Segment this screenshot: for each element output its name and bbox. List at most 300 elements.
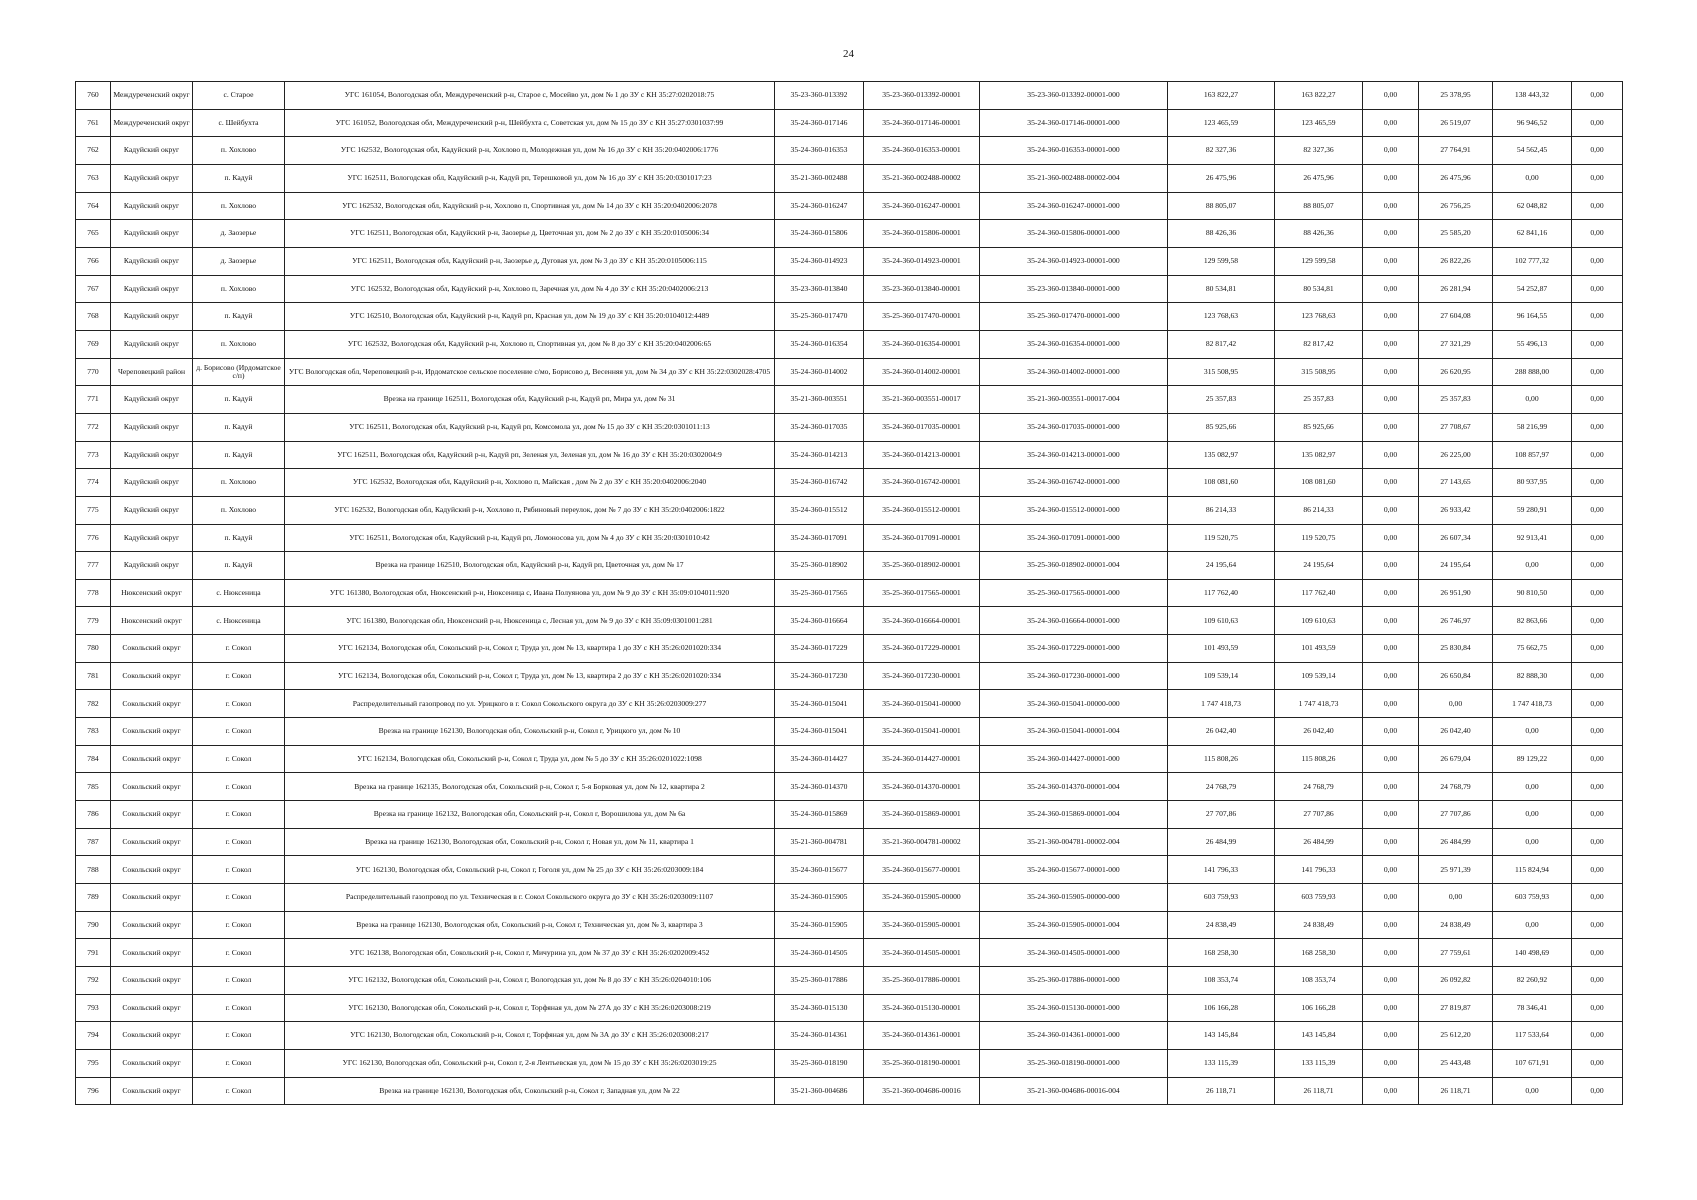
page-number: 24	[843, 48, 854, 60]
cell-cost-part-a: 0,00	[1363, 773, 1419, 801]
cell-cost-with-vat: 86 214,33	[1275, 496, 1363, 524]
cell-address: Врезка на границе 162130, Вологодская обл, Сокольский р-н, Сокол г, Техническая ул, дом № 3, квартира 3	[285, 911, 775, 939]
cell-total-cost: 86 214,33	[1168, 496, 1275, 524]
cell-cost-part-d: 0,00	[1572, 745, 1623, 773]
cell-municipality: Сокольский округ	[111, 939, 193, 967]
cell-municipality: Кадуйский округ	[111, 137, 193, 165]
cell-cost-with-vat: 25 357,83	[1275, 386, 1363, 414]
cell-cost-part-b: 26 519,07	[1419, 109, 1493, 137]
cell-address: УГС 162130, Вологодская обл, Сокольский р-н, Сокол г, Торфяная ул, дом № 27А до ЗУ с КН 35:26:0203008:219	[285, 994, 775, 1022]
cell-cost-part-b: 26 746,97	[1419, 607, 1493, 635]
cell-row-number: 760	[76, 82, 111, 110]
cell-object-code: 35-24-360-015905	[775, 884, 864, 912]
cell-cost-part-d: 0,00	[1572, 1077, 1623, 1105]
cell-cost-part-d: 0,00	[1572, 1022, 1623, 1050]
cell-cost-part-a: 0,00	[1363, 911, 1419, 939]
cell-cost-part-c: 89 129,22	[1493, 745, 1572, 773]
cell-row-number: 768	[76, 303, 111, 331]
cell-cost-part-a: 0,00	[1363, 801, 1419, 829]
cell-address: УГС 161380, Вологодская обл, Нюксенский р-н, Нюксеница с, Лесная ул, дом № 9 до ЗУ с КН 35:09:0301001:281	[285, 607, 775, 635]
cell-row-number: 783	[76, 718, 111, 746]
cell-cost-part-b: 26 042,40	[1419, 718, 1493, 746]
cell-cost-part-b: 25 378,95	[1419, 82, 1493, 110]
cell-element-code: 35-25-360-017565-00001-000	[980, 579, 1168, 607]
cell-row-number: 790	[76, 911, 111, 939]
cell-municipality: Сокольский округ	[111, 690, 193, 718]
cell-cost-part-a: 0,00	[1363, 635, 1419, 663]
cell-section-code: 35-24-360-016247-00001	[864, 192, 980, 220]
cell-object-code: 35-24-360-015905	[775, 911, 864, 939]
table-row	[76, 524, 1623, 552]
cell-element-code: 35-24-360-016742-00001-000	[980, 469, 1168, 497]
cell-section-code: 35-24-360-014361-00001	[864, 1022, 980, 1050]
cell-section-code: 35-24-360-017230-00001	[864, 662, 980, 690]
table-row	[76, 718, 1623, 746]
cell-cost-part-c: 80 937,95	[1493, 469, 1572, 497]
cell-row-number: 770	[76, 358, 111, 386]
cell-object-code: 35-24-360-016353	[775, 137, 864, 165]
cell-cost-part-c: 603 759,93	[1493, 884, 1572, 912]
cell-cost-part-a: 0,00	[1363, 496, 1419, 524]
cell-total-cost: 141 796,33	[1168, 856, 1275, 884]
cell-municipality: Междуреченский округ	[111, 109, 193, 137]
cell-element-code: 35-24-360-015677-00001-000	[980, 856, 1168, 884]
cell-municipality: Череповецкий район	[111, 358, 193, 386]
cell-municipality: Сокольский округ	[111, 1022, 193, 1050]
cell-municipality: Кадуйский округ	[111, 164, 193, 192]
cell-element-code: 35-21-360-002488-00002-004	[980, 164, 1168, 192]
table-row	[76, 192, 1623, 220]
table-row	[76, 607, 1623, 635]
cell-settlement: п. Хохлово	[193, 469, 285, 497]
cell-total-cost: 101 493,59	[1168, 635, 1275, 663]
cell-object-code: 35-24-360-014213	[775, 441, 864, 469]
table-row	[76, 164, 1623, 192]
cell-cost-part-c: 92 913,41	[1493, 524, 1572, 552]
cell-cost-with-vat: 115 808,26	[1275, 745, 1363, 773]
cell-cost-part-d: 0,00	[1572, 441, 1623, 469]
cell-cost-part-c: 0,00	[1493, 718, 1572, 746]
cell-cost-part-d: 0,00	[1572, 607, 1623, 635]
table-body	[76, 82, 1623, 1105]
cell-total-cost: 168 258,30	[1168, 939, 1275, 967]
table-row	[76, 939, 1623, 967]
table-row	[76, 137, 1623, 165]
cell-section-code: 35-24-360-016354-00001	[864, 330, 980, 358]
cell-municipality: Сокольский округ	[111, 884, 193, 912]
cell-cost-part-a: 0,00	[1363, 1049, 1419, 1077]
cell-total-cost: 1 747 418,73	[1168, 690, 1275, 718]
table-row	[76, 1022, 1623, 1050]
cell-object-code: 35-24-360-017091	[775, 524, 864, 552]
cell-cost-part-c: 75 662,75	[1493, 635, 1572, 663]
table-row	[76, 828, 1623, 856]
cell-address: УГС 162532, Вологодская обл, Кадуйский р-н, Хохлово п, Спортивная ул, дом № 14 до ЗУ с КН 35:20:0402006:2078	[285, 192, 775, 220]
cell-object-code: 35-24-360-016247	[775, 192, 864, 220]
cell-row-number: 789	[76, 884, 111, 912]
cell-cost-with-vat: 108 081,60	[1275, 469, 1363, 497]
cell-element-code: 35-24-360-014505-00001-000	[980, 939, 1168, 967]
cell-row-number: 787	[76, 828, 111, 856]
cell-cost-part-d: 0,00	[1572, 884, 1623, 912]
cell-element-code: 35-24-360-016353-00001-000	[980, 137, 1168, 165]
cell-cost-part-b: 25 585,20	[1419, 220, 1493, 248]
cell-cost-part-d: 0,00	[1572, 994, 1623, 1022]
cell-object-code: 35-24-360-014370	[775, 773, 864, 801]
cell-cost-part-a: 0,00	[1363, 1022, 1419, 1050]
cell-address: Врезка на границе 162135, Вологодская обл, Сокольский р-н, Сокол г, 5-я Борковая ул, дом № 12, квартира 2	[285, 773, 775, 801]
cell-cost-part-c: 107 671,91	[1493, 1049, 1572, 1077]
cell-municipality: Кадуйский округ	[111, 552, 193, 580]
cell-cost-part-b: 27 143,65	[1419, 469, 1493, 497]
cell-element-code: 35-24-360-017091-00001-000	[980, 524, 1168, 552]
cell-address: УГС 161054, Вологодская обл, Междуреченский р-н, Старое с, Мосейво ул, дом № 1 до ЗУ с КН 35:27:0202018:75	[285, 82, 775, 110]
cell-section-code: 35-24-360-017229-00001	[864, 635, 980, 663]
cell-cost-part-a: 0,00	[1363, 690, 1419, 718]
cell-address: УГС 162511, Вологодская обл, Кадуйский р-н, Заозерье д, Цветочная ул, дом № 2 до ЗУ с КН 35:20:0105006:34	[285, 220, 775, 248]
table-row	[76, 469, 1623, 497]
cell-cost-part-b: 27 707,86	[1419, 801, 1493, 829]
table-row	[76, 967, 1623, 995]
cell-section-code: 35-25-360-017565-00001	[864, 579, 980, 607]
cell-cost-part-b: 26 951,90	[1419, 579, 1493, 607]
cell-row-number: 792	[76, 967, 111, 995]
cell-total-cost: 24 768,79	[1168, 773, 1275, 801]
cell-cost-part-d: 0,00	[1572, 413, 1623, 441]
cell-cost-part-b: 26 620,95	[1419, 358, 1493, 386]
cell-address: УГС 162511, Вологодская обл, Кадуйский р-н, Кадуй рп, Терешковой ул, дом № 16 до ЗУ с КН 35:20:0301017:23	[285, 164, 775, 192]
cell-total-cost: 26 042,40	[1168, 718, 1275, 746]
cell-total-cost: 108 081,60	[1168, 469, 1275, 497]
cell-municipality: Кадуйский округ	[111, 275, 193, 303]
cell-municipality: Кадуйский округ	[111, 441, 193, 469]
cell-section-code: 35-24-360-016353-00001	[864, 137, 980, 165]
cell-address: Распределительный газопровод по ул. Урицкого в г. Сокол Сокольского округа до ЗУ с КН 35:26:0203009:277	[285, 690, 775, 718]
cell-cost-part-b: 27 764,91	[1419, 137, 1493, 165]
cell-cost-part-b: 25 357,83	[1419, 386, 1493, 414]
cell-cost-part-b: 26 756,25	[1419, 192, 1493, 220]
cell-municipality: Сокольский округ	[111, 994, 193, 1022]
cell-row-number: 777	[76, 552, 111, 580]
cell-cost-with-vat: 80 534,81	[1275, 275, 1363, 303]
table-row	[76, 856, 1623, 884]
cell-section-code: 35-24-360-017146-00001	[864, 109, 980, 137]
cell-cost-part-c: 1 747 418,73	[1493, 690, 1572, 718]
cell-section-code: 35-24-360-014427-00001	[864, 745, 980, 773]
cell-cost-part-b: 26 933,42	[1419, 496, 1493, 524]
cell-cost-part-c: 82 888,30	[1493, 662, 1572, 690]
cell-municipality: Кадуйский округ	[111, 220, 193, 248]
cell-settlement: с. Старое	[193, 82, 285, 110]
cell-cost-with-vat: 82 327,36	[1275, 137, 1363, 165]
cell-row-number: 774	[76, 469, 111, 497]
cell-cost-with-vat: 123 768,63	[1275, 303, 1363, 331]
cell-address: УГС 162134, Вологодская обл, Сокольский р-н, Сокол г, Труда ул, дом № 13, квартира 1 до ЗУ с КН 35:26:0201020:334	[285, 635, 775, 663]
cell-total-cost: 315 508,95	[1168, 358, 1275, 386]
cell-settlement: г. Сокол	[193, 718, 285, 746]
cell-cost-part-c: 54 562,45	[1493, 137, 1572, 165]
cell-settlement: д. Заозерье	[193, 247, 285, 275]
cell-total-cost: 143 145,84	[1168, 1022, 1275, 1050]
cell-address: УГС 162532, Вологодская обл, Кадуйский р-н, Хохлово п, Молодежная ул, дом № 16 до ЗУ с КН 35:20:0402006:1776	[285, 137, 775, 165]
cell-element-code: 35-24-360-014427-00001-000	[980, 745, 1168, 773]
cell-settlement: г. Сокол	[193, 662, 285, 690]
cell-total-cost: 85 925,66	[1168, 413, 1275, 441]
cell-object-code: 35-25-360-017470	[775, 303, 864, 331]
cell-cost-part-a: 0,00	[1363, 524, 1419, 552]
cell-object-code: 35-24-360-014505	[775, 939, 864, 967]
cell-cost-part-a: 0,00	[1363, 607, 1419, 635]
cell-cost-part-a: 0,00	[1363, 330, 1419, 358]
cell-section-code: 35-24-360-015041-00000	[864, 690, 980, 718]
cell-cost-part-a: 0,00	[1363, 164, 1419, 192]
cell-cost-part-a: 0,00	[1363, 1077, 1419, 1105]
cell-municipality: Сокольский округ	[111, 635, 193, 663]
cell-element-code: 35-24-360-014370-00001-004	[980, 773, 1168, 801]
cell-cost-part-b: 26 475,96	[1419, 164, 1493, 192]
cell-element-code: 35-23-360-013392-00001-000	[980, 82, 1168, 110]
cell-cost-with-vat: 168 258,30	[1275, 939, 1363, 967]
cell-section-code: 35-24-360-017035-00001	[864, 413, 980, 441]
registry-table	[75, 81, 1623, 1105]
cell-object-code: 35-24-360-017229	[775, 635, 864, 663]
cell-cost-part-d: 0,00	[1572, 82, 1623, 110]
cell-cost-part-c: 0,00	[1493, 386, 1572, 414]
cell-total-cost: 163 822,27	[1168, 82, 1275, 110]
cell-cost-part-d: 0,00	[1572, 220, 1623, 248]
cell-total-cost: 88 805,07	[1168, 192, 1275, 220]
cell-cost-part-c: 54 252,87	[1493, 275, 1572, 303]
cell-cost-part-d: 0,00	[1572, 690, 1623, 718]
cell-total-cost: 106 166,28	[1168, 994, 1275, 1022]
cell-cost-part-b: 25 830,84	[1419, 635, 1493, 663]
table-row	[76, 662, 1623, 690]
cell-object-code: 35-25-360-017886	[775, 967, 864, 995]
cell-cost-with-vat: 24 838,49	[1275, 911, 1363, 939]
cell-address: Врезка на границе 162130, Вологодская обл, Сокольский р-н, Сокол г, Новая ул, дом № 11, квартира 1	[285, 828, 775, 856]
cell-settlement: п. Кадуй	[193, 552, 285, 580]
cell-cost-with-vat: 119 520,75	[1275, 524, 1363, 552]
cell-cost-part-d: 0,00	[1572, 579, 1623, 607]
cell-address: УГС 162134, Вологодская обл, Сокольский р-н, Сокол г, Труда ул, дом № 5 до ЗУ с КН 35:26:0201022:1098	[285, 745, 775, 773]
cell-municipality: Сокольский округ	[111, 911, 193, 939]
cell-row-number: 766	[76, 247, 111, 275]
cell-settlement: п. Хохлово	[193, 137, 285, 165]
cell-municipality: Кадуйский округ	[111, 330, 193, 358]
cell-object-code: 35-24-360-015869	[775, 801, 864, 829]
cell-cost-with-vat: 24 195,64	[1275, 552, 1363, 580]
cell-section-code: 35-24-360-017091-00001	[864, 524, 980, 552]
cell-cost-part-b: 26 092,82	[1419, 967, 1493, 995]
cell-cost-part-a: 0,00	[1363, 662, 1419, 690]
cell-row-number: 769	[76, 330, 111, 358]
cell-row-number: 784	[76, 745, 111, 773]
cell-object-code: 35-24-360-017146	[775, 109, 864, 137]
cell-cost-part-a: 0,00	[1363, 579, 1419, 607]
cell-total-cost: 82 817,42	[1168, 330, 1275, 358]
cell-row-number: 788	[76, 856, 111, 884]
cell-cost-part-d: 0,00	[1572, 469, 1623, 497]
cell-section-code: 35-24-360-015512-00001	[864, 496, 980, 524]
cell-municipality: Междуреченский округ	[111, 82, 193, 110]
cell-cost-with-vat: 603 759,93	[1275, 884, 1363, 912]
cell-cost-part-b: 25 971,39	[1419, 856, 1493, 884]
cell-address: УГС 162130, Вологодская обл, Сокольский р-н, Сокол г, Гоголя ул, дом № 25 до ЗУ с КН 35:26:0203009:184	[285, 856, 775, 884]
cell-object-code: 35-21-360-002488	[775, 164, 864, 192]
cell-cost-part-d: 0,00	[1572, 496, 1623, 524]
cell-section-code: 35-24-360-015869-00001	[864, 801, 980, 829]
cell-element-code: 35-21-360-004781-00002-004	[980, 828, 1168, 856]
table-row	[76, 690, 1623, 718]
cell-address: УГС Вологодская обл, Череповецкий р-н, Ирдоматское сельское поселение с/мо, Борисово д, Весенняя ул, дом № 34 до ЗУ с КН 35:22:0302028:4705	[285, 358, 775, 386]
table-row	[76, 109, 1623, 137]
cell-settlement: п. Хохлово	[193, 496, 285, 524]
cell-cost-part-b: 27 819,87	[1419, 994, 1493, 1022]
cell-row-number: 772	[76, 413, 111, 441]
cell-object-code: 35-24-360-015677	[775, 856, 864, 884]
cell-element-code: 35-24-360-015905-00000-000	[980, 884, 1168, 912]
cell-row-number: 781	[76, 662, 111, 690]
cell-cost-part-c: 90 810,50	[1493, 579, 1572, 607]
cell-settlement: г. Сокол	[193, 828, 285, 856]
cell-settlement: г. Сокол	[193, 745, 285, 773]
cell-address: УГС 161380, Вологодская обл, Нюксенский р-н, Нюксеница с, Ивана Полуянова ул, дом № 9 до ЗУ с КН 35:09:0104011:920	[285, 579, 775, 607]
cell-cost-with-vat: 109 610,63	[1275, 607, 1363, 635]
cell-address: УГС 162511, Вологодская обл, Кадуйский р-н, Кадуй рп, Комсомола ул, дом № 15 до ЗУ с КН 35:20:0301011:13	[285, 413, 775, 441]
cell-element-code: 35-24-360-015806-00001-000	[980, 220, 1168, 248]
cell-cost-part-b: 26 607,34	[1419, 524, 1493, 552]
cell-settlement: с. Шейбухта	[193, 109, 285, 137]
cell-cost-with-vat: 26 042,40	[1275, 718, 1363, 746]
cell-cost-part-a: 0,00	[1363, 303, 1419, 331]
cell-municipality: Сокольский округ	[111, 967, 193, 995]
cell-section-code: 35-24-360-014002-00001	[864, 358, 980, 386]
cell-address: Врезка на границе 162132, Вологодская обл, Сокольский р-н, Сокол г, Ворошилова ул, дом № 6а	[285, 801, 775, 829]
cell-cost-part-b: 0,00	[1419, 884, 1493, 912]
cell-total-cost: 26 118,71	[1168, 1077, 1275, 1105]
cell-cost-part-b: 27 708,67	[1419, 413, 1493, 441]
cell-element-code: 35-21-360-003551-00017-004	[980, 386, 1168, 414]
cell-row-number: 796	[76, 1077, 111, 1105]
cell-municipality: Кадуйский округ	[111, 192, 193, 220]
cell-cost-part-d: 0,00	[1572, 773, 1623, 801]
cell-row-number: 773	[76, 441, 111, 469]
table-row	[76, 386, 1623, 414]
cell-settlement: п. Кадуй	[193, 164, 285, 192]
cell-cost-part-c: 0,00	[1493, 552, 1572, 580]
cell-cost-part-a: 0,00	[1363, 967, 1419, 995]
cell-cost-with-vat: 133 115,39	[1275, 1049, 1363, 1077]
cell-cost-with-vat: 315 508,95	[1275, 358, 1363, 386]
cell-municipality: Кадуйский округ	[111, 386, 193, 414]
cell-total-cost: 123 465,59	[1168, 109, 1275, 137]
table-row	[76, 220, 1623, 248]
cell-cost-part-d: 0,00	[1572, 552, 1623, 580]
cell-address: Врезка на границе 162511, Вологодская обл, Кадуйский р-н, Кадуй рп, Мира ул, дом № 31	[285, 386, 775, 414]
cell-settlement: с. Нюксеница	[193, 579, 285, 607]
cell-row-number: 775	[76, 496, 111, 524]
cell-cost-part-a: 0,00	[1363, 745, 1419, 773]
cell-cost-part-c: 102 777,32	[1493, 247, 1572, 275]
table-row	[76, 496, 1623, 524]
cell-element-code: 35-25-360-018190-00001-000	[980, 1049, 1168, 1077]
cell-object-code: 35-21-360-004686	[775, 1077, 864, 1105]
cell-settlement: г. Сокол	[193, 1077, 285, 1105]
cell-cost-part-c: 0,00	[1493, 773, 1572, 801]
table-row	[76, 635, 1623, 663]
cell-address: УГС 162130, Вологодская обл, Сокольский р-н, Сокол г, Торфяная ул, дом № 3А до ЗУ с КН 35:26:0203008:217	[285, 1022, 775, 1050]
cell-cost-part-a: 0,00	[1363, 884, 1419, 912]
cell-cost-with-vat: 85 925,66	[1275, 413, 1363, 441]
cell-element-code: 35-24-360-015130-00001-000	[980, 994, 1168, 1022]
cell-total-cost: 123 768,63	[1168, 303, 1275, 331]
cell-element-code: 35-25-360-017886-00001-000	[980, 967, 1168, 995]
cell-cost-part-b: 26 225,00	[1419, 441, 1493, 469]
cell-row-number: 762	[76, 137, 111, 165]
cell-element-code: 35-24-360-015512-00001-000	[980, 496, 1168, 524]
cell-object-code: 35-25-360-018190	[775, 1049, 864, 1077]
cell-cost-part-b: 27 604,08	[1419, 303, 1493, 331]
cell-cost-part-d: 0,00	[1572, 939, 1623, 967]
cell-total-cost: 115 808,26	[1168, 745, 1275, 773]
cell-total-cost: 82 327,36	[1168, 137, 1275, 165]
cell-total-cost: 26 475,96	[1168, 164, 1275, 192]
cell-cost-part-b: 26 679,04	[1419, 745, 1493, 773]
cell-row-number: 791	[76, 939, 111, 967]
cell-row-number: 795	[76, 1049, 111, 1077]
cell-municipality: Сокольский округ	[111, 662, 193, 690]
cell-cost-part-d: 0,00	[1572, 137, 1623, 165]
cell-section-code: 35-21-360-003551-00017	[864, 386, 980, 414]
cell-cost-part-d: 0,00	[1572, 303, 1623, 331]
cell-row-number: 794	[76, 1022, 111, 1050]
cell-section-code: 35-23-360-013392-00001	[864, 82, 980, 110]
cell-cost-part-a: 0,00	[1363, 413, 1419, 441]
cell-section-code: 35-24-360-014505-00001	[864, 939, 980, 967]
cell-cost-with-vat: 26 484,99	[1275, 828, 1363, 856]
cell-row-number: 767	[76, 275, 111, 303]
cell-section-code: 35-25-360-017470-00001	[864, 303, 980, 331]
cell-object-code: 35-24-360-015512	[775, 496, 864, 524]
cell-settlement: п. Кадуй	[193, 441, 285, 469]
table-row	[76, 441, 1623, 469]
cell-settlement: г. Сокол	[193, 635, 285, 663]
cell-cost-part-a: 0,00	[1363, 82, 1419, 110]
cell-section-code: 35-24-360-016664-00001	[864, 607, 980, 635]
cell-settlement: г. Сокол	[193, 856, 285, 884]
table-row	[76, 552, 1623, 580]
cell-cost-part-d: 0,00	[1572, 192, 1623, 220]
cell-settlement: с. Нюксеница	[193, 607, 285, 635]
cell-cost-with-vat: 108 353,74	[1275, 967, 1363, 995]
cell-address: Распределительный газопровод по ул. Техническая в г. Сокол Сокольского округа до ЗУ с КН 35:26:0203009:1107	[285, 884, 775, 912]
cell-cost-with-vat: 143 145,84	[1275, 1022, 1363, 1050]
cell-municipality: Сокольский округ	[111, 1077, 193, 1105]
cell-section-code: 35-25-360-018902-00001	[864, 552, 980, 580]
cell-row-number: 780	[76, 635, 111, 663]
cell-municipality: Кадуйский округ	[111, 469, 193, 497]
cell-total-cost: 135 082,97	[1168, 441, 1275, 469]
cell-cost-part-d: 0,00	[1572, 109, 1623, 137]
cell-address: УГС 162130, Вологодская обл, Сокольский р-н, Сокол г, 2-я Лентьевская ул, дом № 15 до ЗУ с КН 35:26:0203019:25	[285, 1049, 775, 1077]
cell-cost-with-vat: 88 805,07	[1275, 192, 1363, 220]
cell-cost-part-a: 0,00	[1363, 220, 1419, 248]
cell-row-number: 763	[76, 164, 111, 192]
cell-cost-with-vat: 109 539,14	[1275, 662, 1363, 690]
cell-cost-with-vat: 24 768,79	[1275, 773, 1363, 801]
cell-total-cost: 80 534,81	[1168, 275, 1275, 303]
table-row	[76, 413, 1623, 441]
